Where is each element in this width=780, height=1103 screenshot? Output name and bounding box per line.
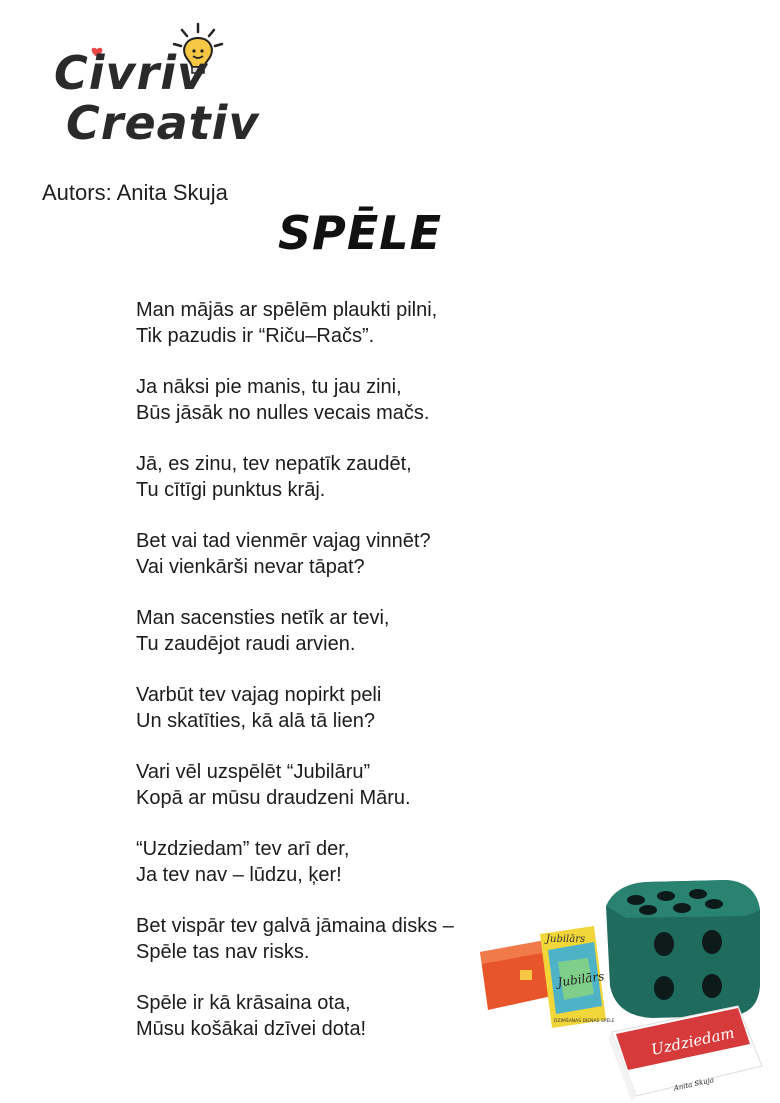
jubilars-box-top: Jubilārs [546,934,586,945]
stanza [136,298,536,349]
poem-line: Vai vienkārši nevar tāpat? [136,555,365,578]
stanza [136,375,536,426]
author-line: Autors: Anita Skuja [42,180,228,205]
stanza [136,452,536,503]
stanza [136,683,536,734]
poem-line: Bet vai tad vienmēr vajag vinnēt? [136,530,431,552]
poem-line: Spēle tas nav risks. [136,940,310,963]
stanza [136,760,536,811]
poem-line: Man sacensties netīk ar tevi, [136,607,390,629]
poem-line: “Uzdziedam” tev arī der, [136,838,350,860]
jubilars-game-box [540,926,615,1028]
poem-line: Tu zaudējot raudi arvien. [136,632,356,655]
poem-line: Vari vēl uzspēlēt “Jubilāru” [136,761,371,783]
poem-line: Mūsu košākai dzīvei dota! [136,1017,367,1040]
poem-line: Un skatīties, kā alā tā lien? [136,709,376,732]
poem-line: Ja tev nav – lūdzu, ķer! [136,863,342,886]
poem-line: Varbūt tev vajag nopirkt peli [136,684,382,706]
poem-title: SPĒLE [277,206,442,260]
jubilars-box-sub: DZIMŠANAS DIENAS SPĒLE [554,1019,615,1024]
poem-line: Man mājās ar spēlēm plaukti pilni, [136,299,438,321]
stanza [136,529,536,580]
logo-text-creativ: Creativ [66,96,260,150]
jubilars-box-label: Jubilārs [556,969,606,990]
poem-line: Bet vispār tev galvā jāmaina disks – [136,915,454,937]
games-illustration [476,866,766,1102]
poem-line: Būs jāsāk no nulles vecais mačs. [136,401,430,424]
dice-image [606,880,760,1018]
poem-line: Tik pazudis ir “Riču–Račs”. [136,324,375,347]
poem-line: Jā, es zinu, tev nepatīk zaudēt, [136,453,412,475]
poem-line: Tu cītīgi punktus krāj. [136,478,326,501]
uzdziedam-box-author: Anita Skuja [673,1076,715,1093]
poem-line: Spēle ir kā krāsaina ota, [136,992,351,1014]
uzdziedam-box-label: Uzdziedam [649,1023,737,1059]
stanza [136,606,536,657]
poem-line: Kopā ar mūsu draudzeni Māru. [136,786,411,809]
orange-game-box [480,940,552,1010]
poem-line: Ja nāksi pie manis, tu jau zini, [136,376,402,398]
civriv-creativ-logo [50,20,260,160]
uzdziedam-game-box [608,1006,762,1102]
logo-text-civriv: Civriv [54,46,208,100]
